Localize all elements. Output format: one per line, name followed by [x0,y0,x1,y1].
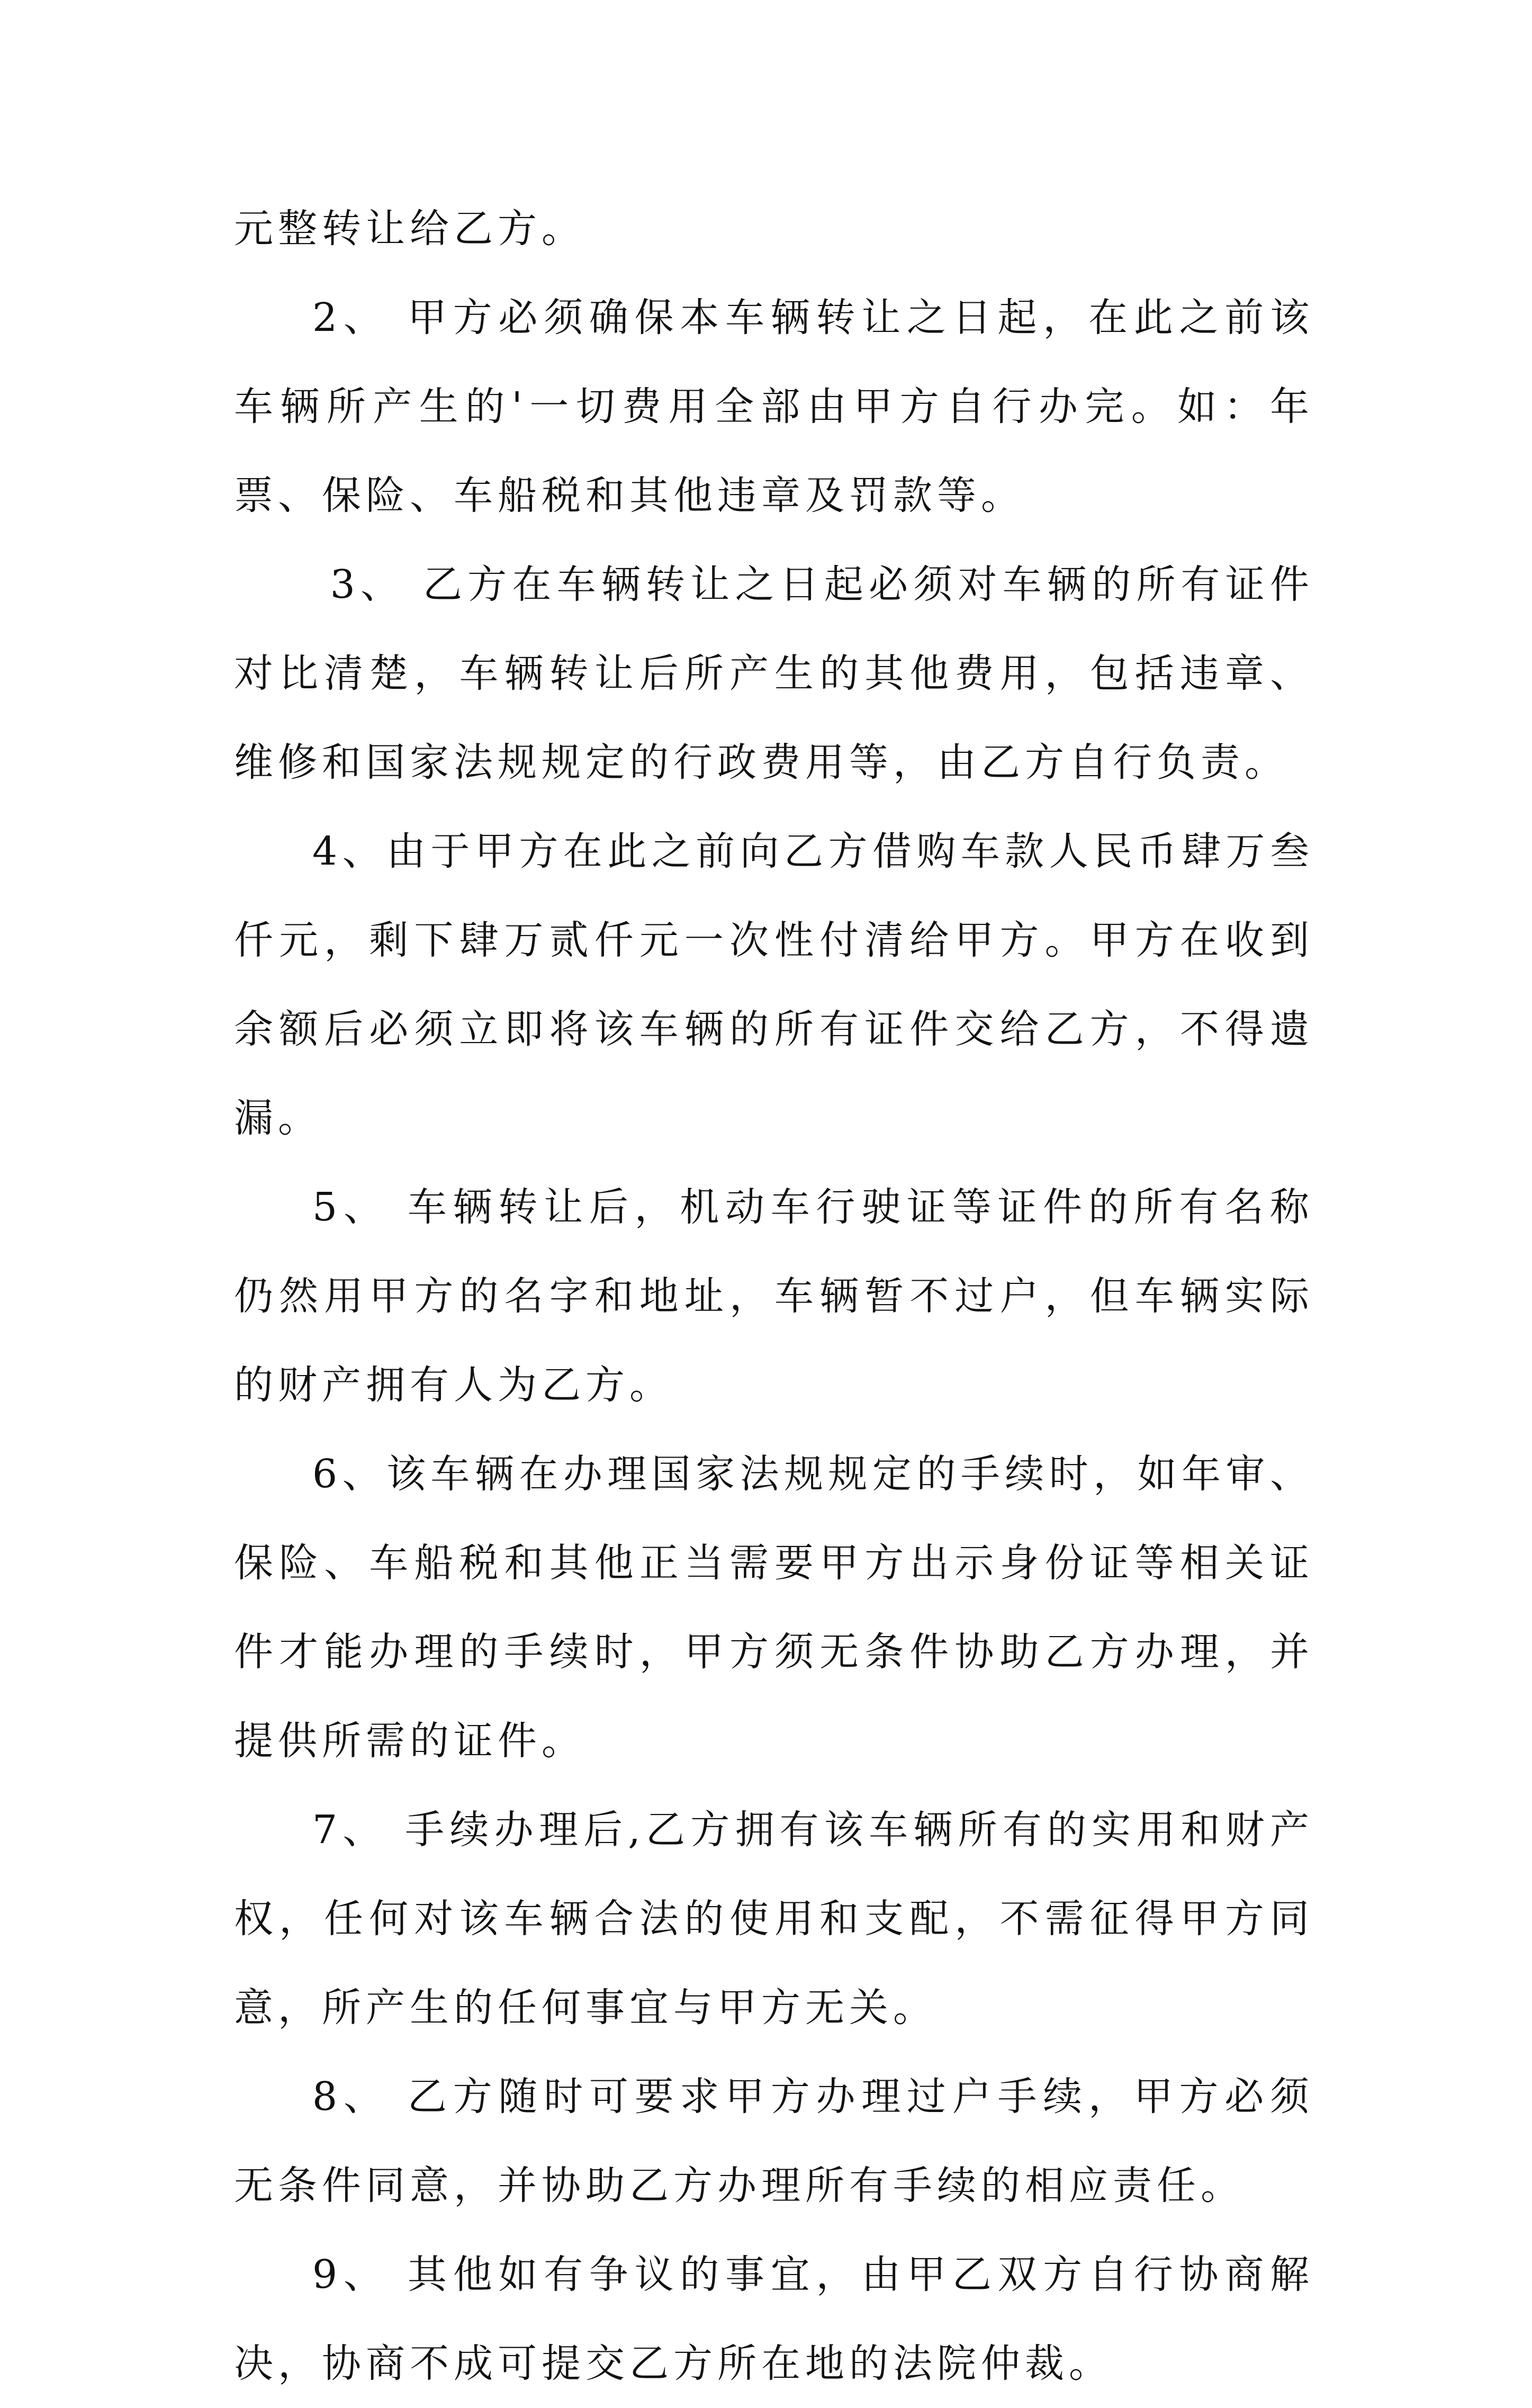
clause-8: 8、 乙方随时可要求甲方办理过户手续，甲方必须无条件同意，并协助乙方办理所有手续的相应责任。 [234,2074,1314,2208]
clause-7: 7、 手续办理后,乙方拥有该车辆所有的实用和财产权，任何对该车辆合法的使用和支配，不需征得甲方同意，所产生的任何事宜与甲方无关。 [234,1807,1314,2030]
clause-5: 5、 车辆转让后，机动车行驶证等证件的所有名称仍然用甲方的名字和地址，车辆暂不过户，但车辆实际的财产拥有人为乙方。 [234,1184,1314,1408]
clause-3: 3、 乙方在车辆转让之日起必须对车辆的所有证件对比清楚，车辆转让后所产生的其他费用，包括违章、维修和国家法规规定的行政费用等，由乙方自行负责。 [234,562,1314,785]
clause-6: 6、该车辆在办理国家法规规定的手续时，如年审、保险、车船税和其他正当需要甲方出示身份证等相关证件才能办理的手续时，甲方须无条件协助乙方办理，并提供所需的证件。 [234,1451,1314,1764]
clause-2: 2、 甲方必须确保本车辆转让之日起，在此之前该车辆所产生的'一切费用全部由甲方自行办完。如：年票、保险、车船税和其他违章及罚款等。 [234,295,1314,518]
clause-4: 4、由于甲方在此之前向乙方借购车款人民币肆万叁仟元，剩下肆万贰仟元一次性付清给甲方。甲方在收到余额后必须立即将该车辆的所有证件交给乙方，不得遗漏。 [234,829,1314,1141]
clause-9: 9、 其他如有争议的事宜，由甲乙双方自行协商解决，协商不成可提交乙方所在地的法院仲裁。 [234,2252,1314,2386]
document-body [234,184,1314,2408]
paragraph-continuation: 元整转让给乙方。 [234,206,585,251]
